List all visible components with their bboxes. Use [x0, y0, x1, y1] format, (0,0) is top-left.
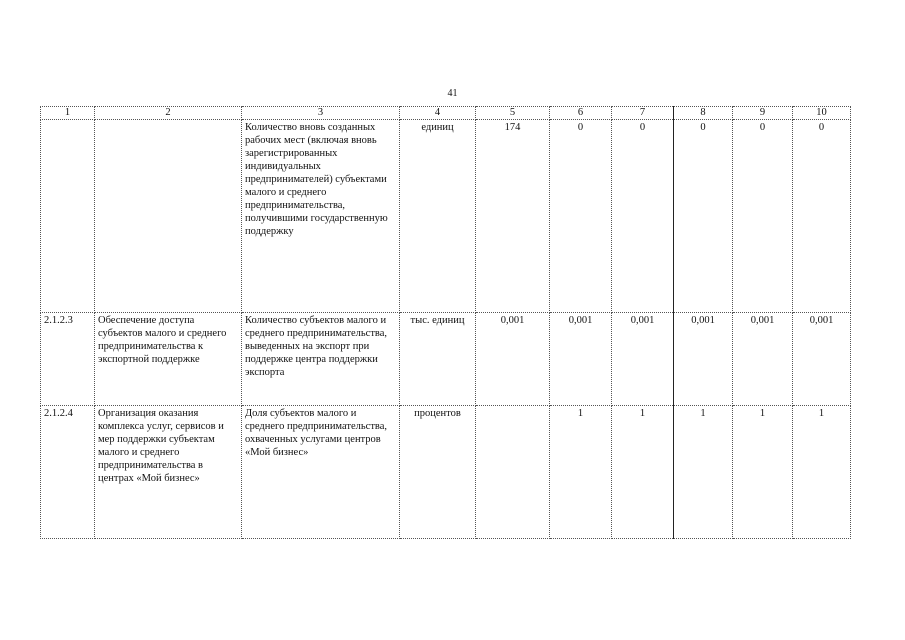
table-row — [41, 406, 851, 539]
page-number: 41 — [447, 88, 458, 99]
row-value: 0,001 — [793, 313, 851, 406]
row-activity — [95, 120, 242, 313]
row-value: 0 — [674, 120, 733, 313]
row-value: 1 — [733, 406, 793, 539]
row-code — [41, 120, 95, 313]
row-value — [476, 406, 550, 539]
row-value: 0 — [612, 120, 674, 313]
row-value: 0,001 — [476, 313, 550, 406]
row-activity: Обеспечение доступа субъектов малого и среднего предпринимательства к экспортной поддержке — [95, 313, 242, 406]
row-value: 174 — [476, 120, 550, 313]
row-value: 0,001 — [733, 313, 793, 406]
row-value: 1 — [612, 406, 674, 539]
header-cell: 8 — [674, 107, 733, 120]
header-cell: 7 — [612, 107, 674, 120]
indicators-table — [40, 106, 851, 539]
row-value: 0,001 — [612, 313, 674, 406]
header-cell: 3 — [242, 107, 400, 120]
header-cell: 10 — [793, 107, 851, 120]
row-value: 1 — [550, 406, 612, 539]
row-code: 2.1.2.3 — [41, 313, 95, 406]
header-cell: 4 — [400, 107, 476, 120]
header-row — [41, 107, 851, 120]
header-cell: 6 — [550, 107, 612, 120]
row-unit: тыс. единиц — [400, 313, 476, 406]
row-indicator: Доля субъектов малого и среднего предпринимательства, охваченных услугами центров «Мой бизнес» — [242, 406, 400, 539]
table-row — [41, 313, 851, 406]
row-value: 0 — [733, 120, 793, 313]
row-value: 0,001 — [674, 313, 733, 406]
table-row — [41, 120, 851, 313]
header-cell: 9 — [733, 107, 793, 120]
row-indicator: Количество субъектов малого и среднего предпринимательства, выведенных на экспорт при поддержке центра поддержки экспорта — [242, 313, 400, 406]
row-value: 0,001 — [550, 313, 612, 406]
row-indicator: Количество вновь созданных рабочих мест (включая вновь зарегистрированных индивидуальных предпринимателей) субъектами малого и среднего предпринимательства, получившими государственную поддержку — [242, 120, 400, 313]
row-activity: Организация оказания комплекса услуг, сервисов и мер поддержки субъектам малого и среднего предпринимательства в центрах «Мой бизнес» — [95, 406, 242, 539]
header-cell: 1 — [41, 107, 95, 120]
row-code: 2.1.2.4 — [41, 406, 95, 539]
header-cell: 2 — [95, 107, 242, 120]
header-cell: 5 — [476, 107, 550, 120]
row-unit: процентов — [400, 406, 476, 539]
row-value: 0 — [793, 120, 851, 313]
row-value: 1 — [793, 406, 851, 539]
row-unit: единиц — [400, 120, 476, 313]
row-value: 1 — [674, 406, 733, 539]
row-value: 0 — [550, 120, 612, 313]
